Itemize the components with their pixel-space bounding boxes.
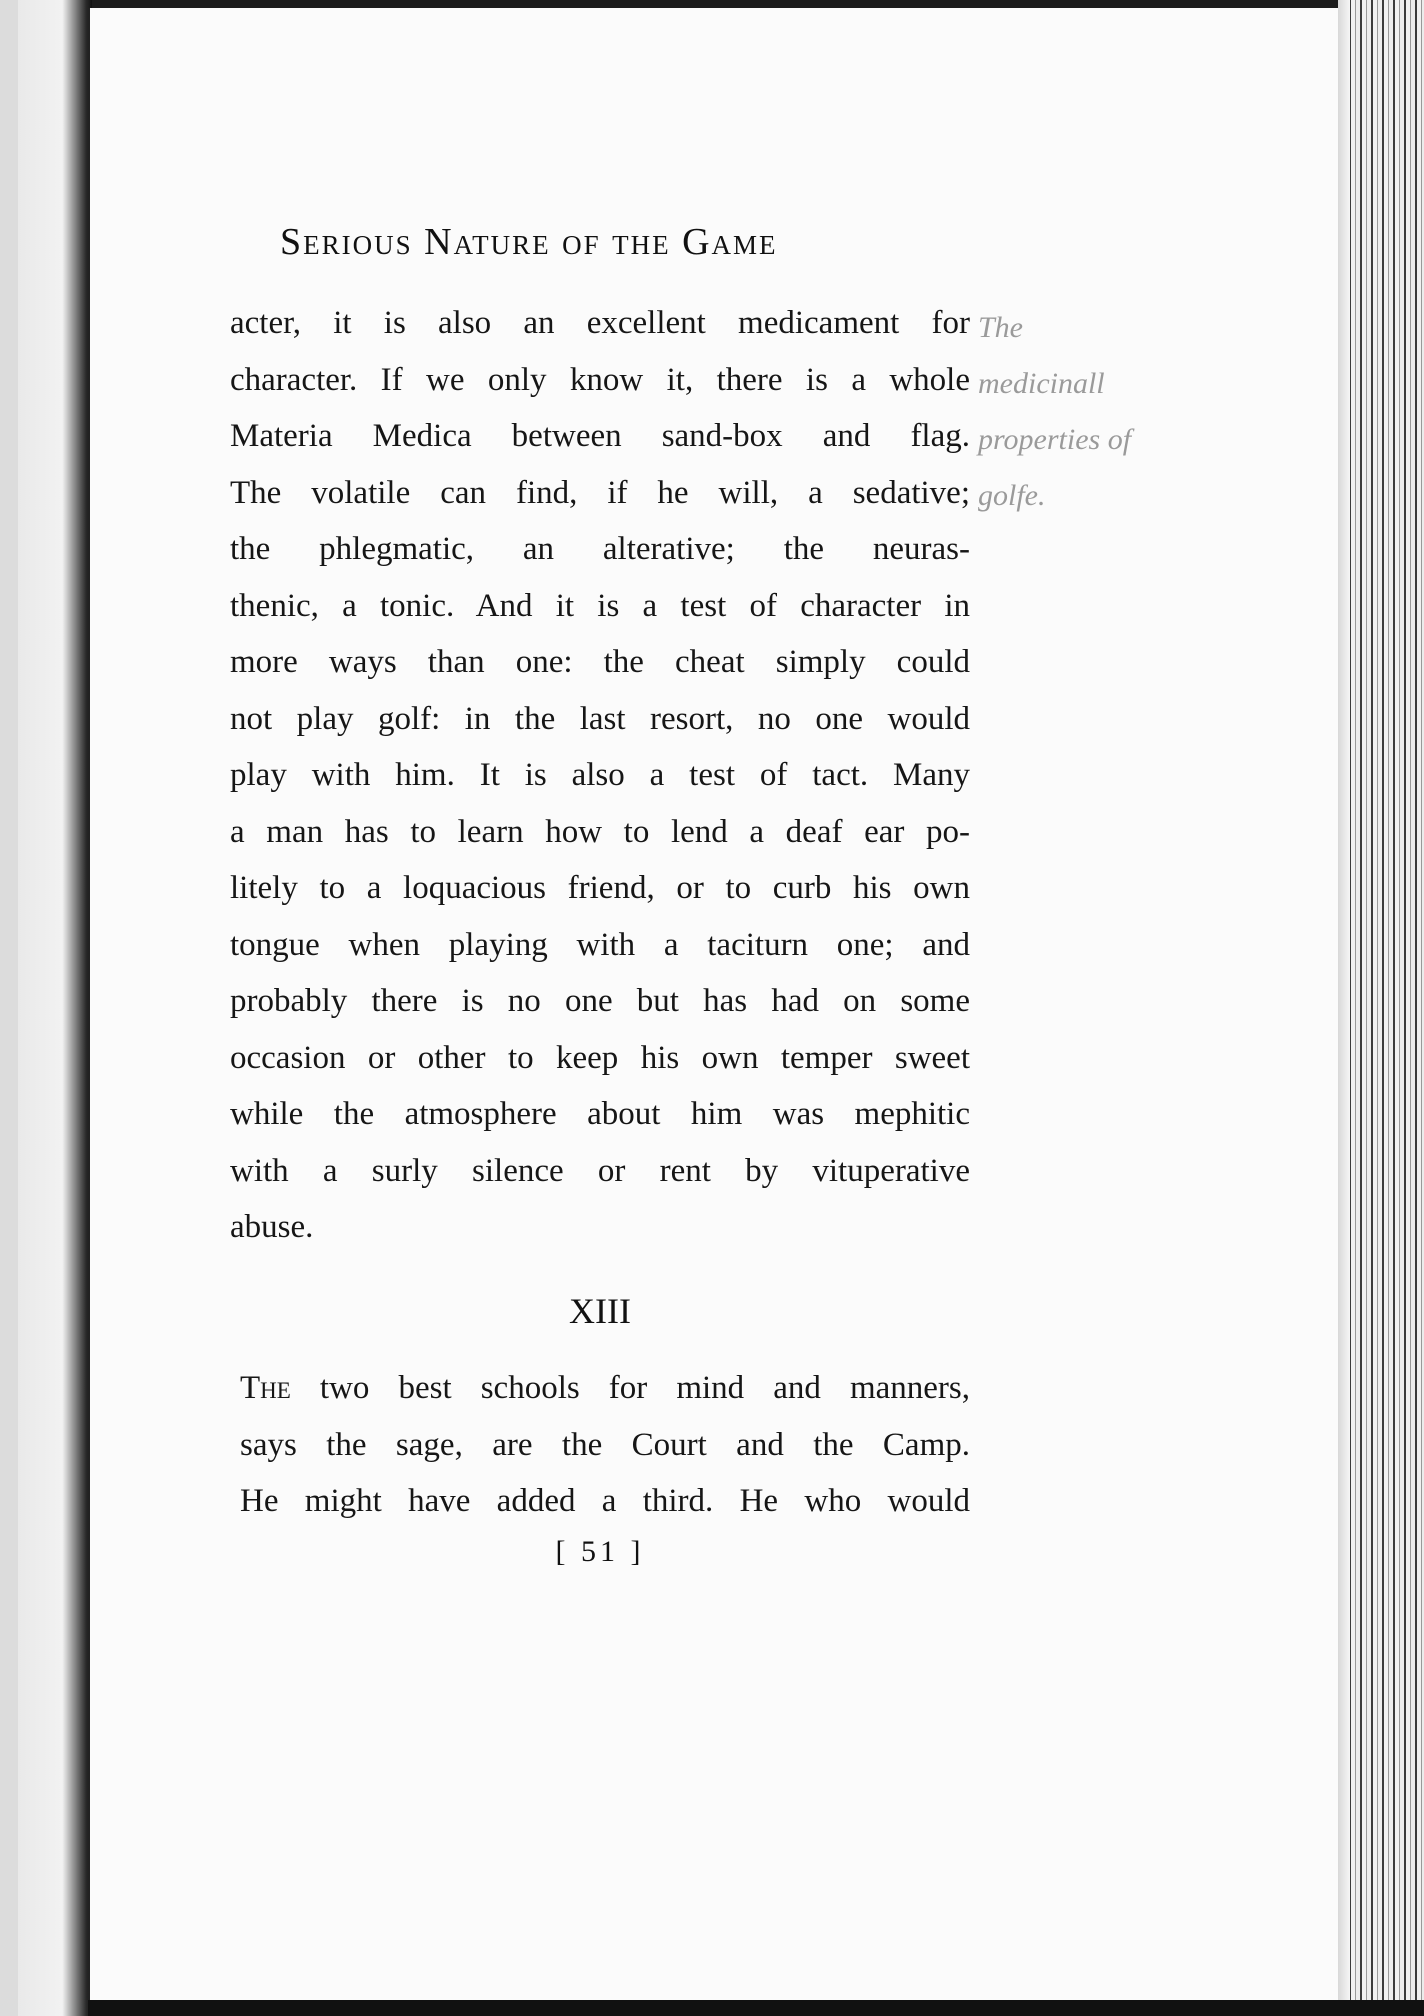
body-line: thenic, a tonic. And it is a test of character in — [230, 587, 970, 624]
body-line: litely to a loquacious friend, or to curb his own — [230, 870, 970, 906]
page-number: [ 51 ] — [555, 1535, 645, 1568]
body-line: play with him. It is also a test of tact. Many — [230, 757, 970, 793]
side-note-line: The — [978, 311, 1023, 344]
body-line: a man has to learn how to lend a deaf ear po- — [230, 813, 970, 850]
section-first-line-rest: two best schools for mind and manners, — [290, 1370, 970, 1406]
side-note-line: golfe. — [978, 479, 1046, 512]
body-line: acter, it is also an excellent medicament for — [230, 305, 970, 341]
bottom-edge — [88, 2000, 1424, 2016]
side-note — [978, 300, 1208, 524]
body-line: not play golf: in the last resort, no one would — [230, 700, 970, 737]
section-text — [240, 1360, 970, 1530]
section-line — [240, 1360, 970, 1417]
body-line: Materia Medica between sand-box and flag. — [230, 418, 970, 454]
body-line: tongue when playing with a taciturn one; and — [230, 926, 970, 963]
left-page-edge — [0, 0, 18, 2016]
section-line: He might have added a third. He who would — [240, 1483, 970, 1519]
body-line: the phlegmatic, an alterative; the neuras- — [230, 531, 970, 567]
section-first-word: The — [240, 1370, 291, 1406]
gutter-shadow — [18, 0, 92, 2016]
body-line: while the atmosphere about him was mephitic — [230, 1096, 970, 1132]
body-line: The volatile can find, if he will, a sedative; — [230, 474, 970, 511]
side-note-line: medicinall — [978, 367, 1105, 400]
section-line: says the sage, are the Court and the Camp. — [240, 1426, 970, 1463]
body-line: character. If we only know it, there is a whole — [230, 361, 970, 398]
body-line: occasion or other to keep his own temper sweet — [230, 1039, 970, 1076]
side-note-line: properties of — [978, 423, 1132, 456]
section-heading: XIII — [569, 1291, 631, 1331]
body-line: abuse. — [230, 1209, 314, 1245]
body-text — [230, 295, 970, 1256]
running-head: Serious Nature of the Game — [280, 221, 778, 263]
body-line: more ways than one: the cheat simply could — [230, 644, 970, 680]
right-page-edges — [1338, 0, 1424, 2016]
body-line: probably there is no one but has had on some — [230, 983, 970, 1019]
body-line: with a surly silence or rent by vituperative — [230, 1152, 970, 1189]
